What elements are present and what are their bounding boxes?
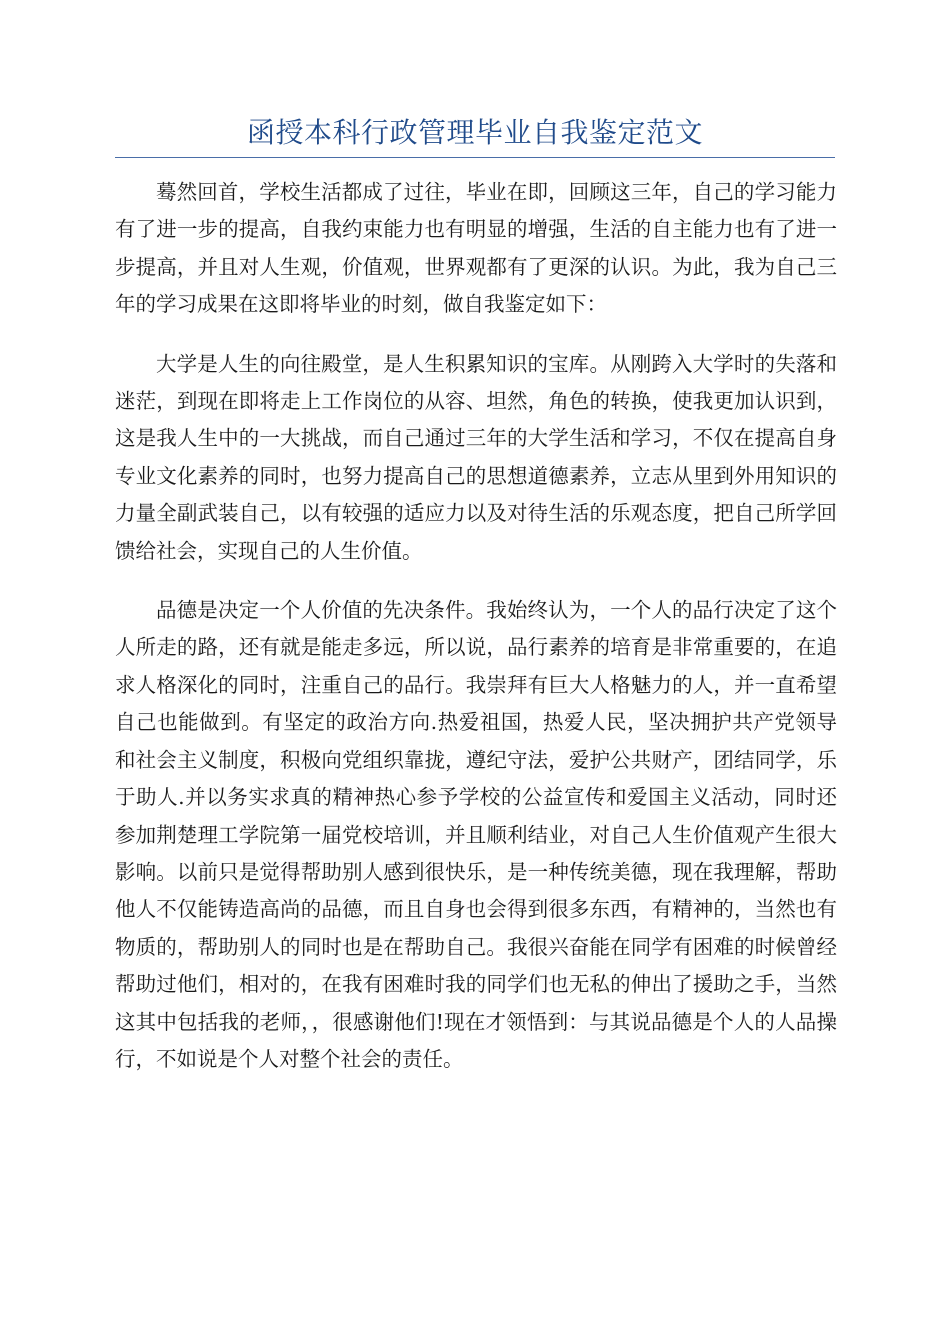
document-body: [115, 174, 837, 1100]
paragraph-1: 蓦然回首，学校生活都成了过往，毕业在即，回顾这三年，自己的学习能力有了进一步的提高，自我约束能力也有明显的增强，生活的自主能力也有了进一步提高，并且对人生观，价值观，世界观都有了更深的认识。为此，我为自己三年的学习成果在这即将毕业的时刻，做自我鉴定如下：: [115, 180, 837, 317]
document-title: 函授本科行政管理毕业自我鉴定范文: [246, 116, 703, 149]
paragraph-2: 大学是人生的向往殿堂，是人生积累知识的宝库。从刚跨入大学时的失落和迷茫，到现在即将走上工作岗位的从容、坦然，角色的转换，使我更加认识到，这是我人生中的一大挑战，而自己通过三年的大学生活和学习，不仅在提高自身专业文化素养的同时，也努力提高自己的思想道德素养，立志从里到外用知识的力量全副武装自己，以有较强的适应力以及对待生活的乐观态度，把自己所学回馈给社会，实现自己的人生价值。: [115, 351, 837, 563]
paragraph-3: 品德是决定一个人价值的先决条件。我始终认为，一个人的品行决定了这个人所走的路，还有就是能走多远，所以说，品行素养的培育是非常重要的，在追求人格深化的同时，注重自己的品行。我崇拜有巨大人格魅力的人，并一直希望自己也能做到。有坚定的政治方向.热爱祖国，热爱人民，坚决拥护共产党领导和社会主义制度，积极向党组织靠拢，遵纪守法，爱护公共财产，团结同学，乐于助人.并以务实求真的精神热心参予学校的公益宣传和爱国主义活动，同时还参加荆楚理工学院第一届党校培训，并且顺利结业，对自己人生价值观产生很大影响。以前只是觉得帮助别人感到很快乐，是一种传统美德，现在我理解，帮助他人不仅能铸造高尚的品德，而且自身也会得到很多东西，有精神的，当然也有物质的，帮助别人的同时也是在帮助自己。我很兴奋能在同学有困难的时候曾经帮助过他们，相对的，在我有困难时我的同学们也无私的伸出了援助之手，当然这其中包括我的老师，，很感谢他们!现在才领悟到：与其说品德是个人的人品操行，不如说是个人对整个社会的责任。: [115, 598, 837, 1071]
title-block: [115, 113, 835, 158]
